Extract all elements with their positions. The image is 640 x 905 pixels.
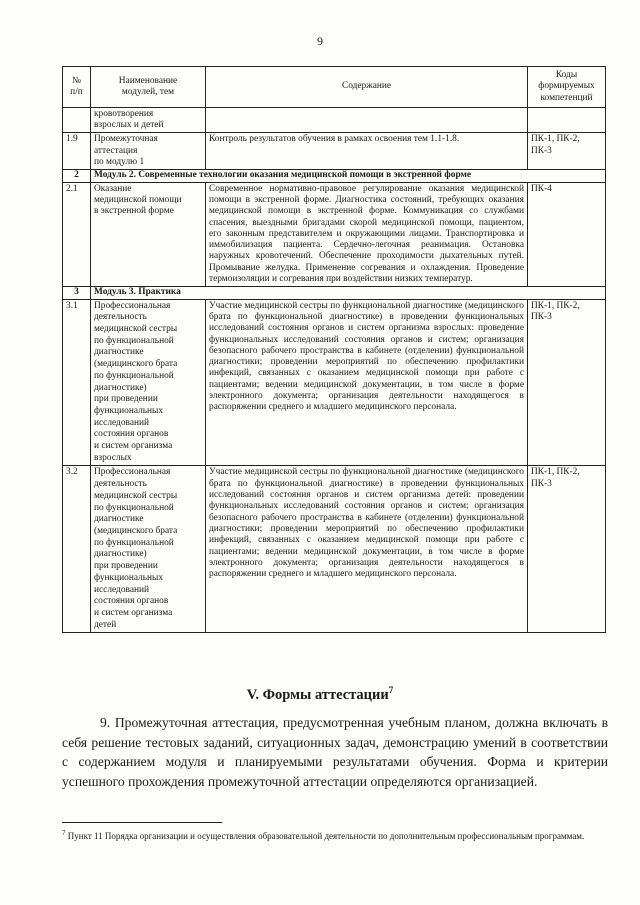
row-codes: ПК-1, ПК-2, ПК-3 xyxy=(528,133,606,170)
row-content: Контроль результатов обучения в рамках освоения тем 1.1-1.8. xyxy=(206,133,528,170)
section-title: V. Формы аттестации$^7$ xyxy=(246,685,394,703)
table-header-row xyxy=(63,67,606,108)
table-row-continued xyxy=(63,107,606,133)
module-2-row xyxy=(63,170,606,182)
row-content: Участие медицинской сестры по функциональной диагностике (медицинского брата по функциональной диагностике) в проведении функциональных исследований состояния органов и систем организма взрослых: проведение функциональных исследований состояния органов и систем; организация безопасного рабочего пространства в кабинете (отделении) функциональной диагностики; проведении мероприятий по обеспечению профилактики инфекций, связанных с оказанием медицинской помощи при работе с пациентами; ведении медицинской документации, в том числе в форме электронного документа; организация деятельности находящегося в распоряжении среднего и младшего медицинского персонала. xyxy=(206,299,528,466)
row-content: Участие медицинской сестры по функциональной диагностике (медицинского брата по функциональной диагностике) в проведении функциональных исследований состояния органов и систем организма детей: проведении функциональных исследований состояния органов и систем; организация безопасного рабочего пространства в кабинете (отделении) функциональной диагностики; проведении мероприятий по обеспечению профилактики инфекций, связанных с оказанием медицинской помощи при работе с пациентами; ведении медицинской документации, в том числе в форме электронного документа; организация деятельности находящегося в распоряжении среднего и младшего медицинского персонала. xyxy=(206,466,528,633)
row-num: 3.1 xyxy=(63,299,91,466)
header-codes: Коды формируемых компетенций xyxy=(528,67,606,108)
module-title: Модуль 2. Современные технологии оказания медицинской помощи в экстренной форме xyxy=(91,170,606,182)
table-row-3-2 xyxy=(63,466,606,633)
module-num: 3 xyxy=(63,287,91,299)
table-row-3-1 xyxy=(63,299,606,466)
module-title: Модуль 3. Практика xyxy=(91,287,606,299)
row-name: Промежуточная аттестация по модулю 1 xyxy=(91,133,206,170)
row-name: Профессиональная деятельность медицинской сестры по функциональной диагностике (медицинского брата по функциональной диагностике) при проведении функциональных исследований состояния органов и систем организма взрослых xyxy=(91,299,206,466)
row-num: 2.1 xyxy=(63,182,91,287)
page-number: 9 xyxy=(317,34,323,48)
footnote-number: 7 xyxy=(62,829,66,837)
footnote-divider xyxy=(62,822,222,823)
table-row-2-1 xyxy=(63,182,606,287)
row-num: 1.9 xyxy=(63,133,91,170)
row-num: 3.2 xyxy=(63,466,91,633)
row-codes: ПК-4 xyxy=(528,182,606,287)
module-num: 2 xyxy=(63,170,91,182)
row-codes: ПК-1, ПК-2, ПК-3 xyxy=(528,466,606,633)
row-name: Оказание медицинской помощи в экстренной форме xyxy=(91,182,206,287)
footnote-ref[interactable]: 7 xyxy=(388,685,394,695)
row-name: кровотворения взрослых и детей xyxy=(91,107,206,133)
table-row-1-9 xyxy=(63,133,606,170)
module-3-row xyxy=(63,287,606,299)
footnote xyxy=(62,827,608,843)
row-content: Современное нормативно-правовое регулирование оказания медицинской помощи в экстренной форме. Диагностика состояний, требующих оказания медицинской помощи в экстренной форме. Коммуникация со службами спасения, выездными бригадами скорой медицинской помощи, пациентом, его законным представителем и окружающими лицами. Транспортировка и иммобилизация пациента. Сердечно-легочная реанимация. Остановка наружных кровотечений. Обеспечение проходимости дыхательных путей. Промывание желудка. Применение согревания и охлаждения. Проведение термоизоляции и согревания при воздействии низких температур. xyxy=(206,182,528,287)
row-name: Профессиональная деятельность медицинской сестры по функциональной диагностике (медицинского брата по функциональной диагностике) при проведении функциональных исследований состояния органов и систем организма детей xyxy=(91,466,206,633)
paragraph-9: 9. Промежуточная аттестация, предусмотренная учебным планом, должна включать в себя решение тестовых заданий, ситуационных задач, демонстрацию умений в соответствии с содержанием модуля и планируемыми результатами обучения. Форма и критерии успешного прохождения промежуточной аттестации определяются организацией. xyxy=(62,715,608,789)
row-codes: ПК-1, ПК-2, ПК-3 xyxy=(528,299,606,466)
curriculum-table xyxy=(62,66,606,633)
header-content: Содержание xyxy=(206,67,528,108)
header-name: Наименование модулей, тем xyxy=(91,67,206,108)
header-num: № п/п xyxy=(63,67,91,108)
footnote-text: Пункт 11 Порядка организации и осуществления образовательной деятельности по дополнительным профессиональным программам. xyxy=(65,831,585,841)
